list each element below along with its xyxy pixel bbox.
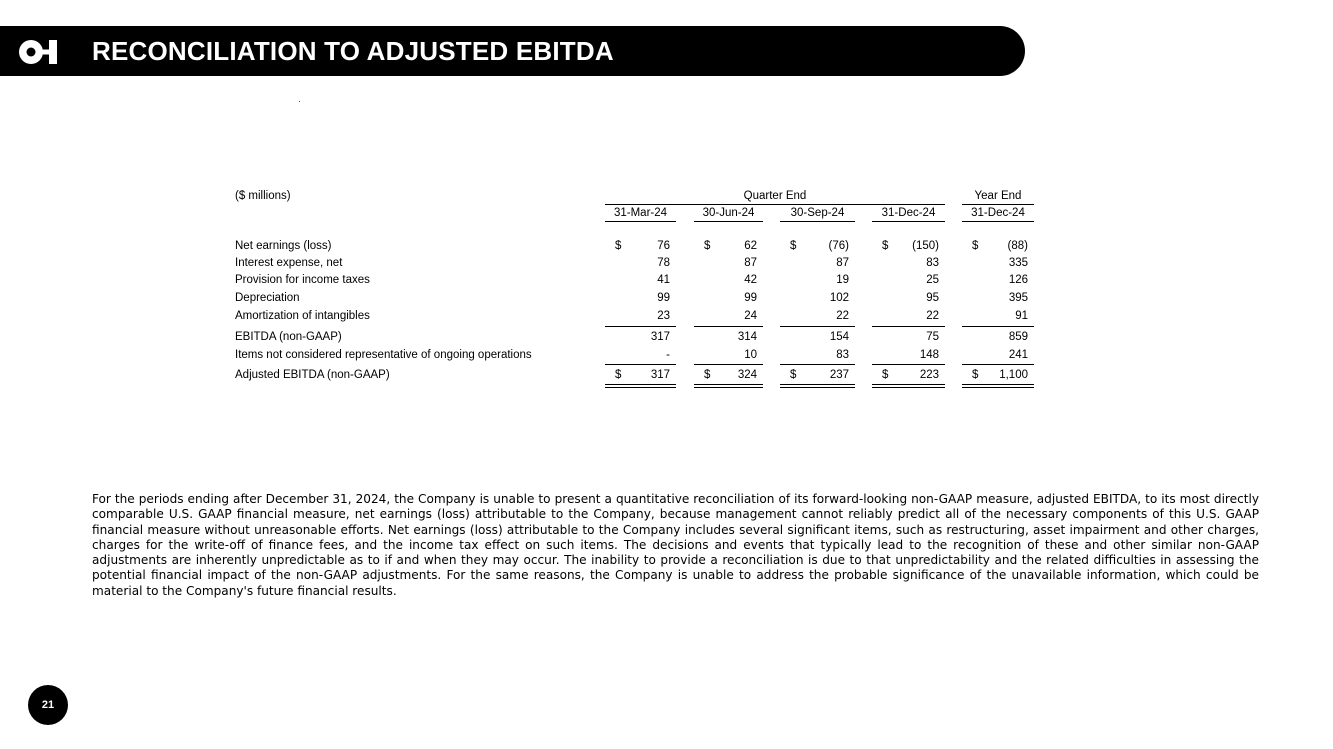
table-cell: 317 [650,369,670,381]
table-cell: 91 [1015,310,1028,322]
currency-symbol: $ [882,369,889,381]
currency-symbol: $ [615,369,622,381]
title-banner [0,26,1025,76]
currency-symbol: $ [972,369,979,381]
table-cell: 75 [926,331,939,343]
header-quarter-rule [605,204,945,205]
footnote-paragraph: For the periods ending after December 31, 2024, the Company is unable to present a quantitative reconciliation of its forward-looking non-GAAP measure, adjusted EBITDA, to its most directly comparable U.S. GAAP financial measure, net earnings (loss) attributable to the Company, because management cannot reliably predict all of the necessary components of this U.S. GAAP financial measure without unreasonable efforts. Net earnings (loss) attributable to the Company includes several significant items, such as restructuring, asset impairment and other charges, charges for the write-off of finance fees, and the income tax effect on such items. The decisions and events that typically lead to the recognition of these and other similar non-GAAP adjustments are inherently unpredictable as to if and when they may occur. The inability to provide a reconciliation is due to that unpredictability and the related difficulties in assessing the potential financial impact of the non-GAAP adjustments. For the same reasons, the Company is unable to address the probable significance of the unavailable information, which could be material to the Company's future financial results. [92,492,1259,598]
subtotal-rule [962,326,1034,327]
total-double-rule [694,384,763,388]
currency-symbol: $ [790,240,797,252]
table-cell: 317 [650,331,670,343]
page-number: 21 [41,699,55,711]
table-cell: 78 [657,257,670,269]
table-cell: 42 [744,274,757,286]
company-logo-icon [18,39,66,65]
table-cell: 395 [1008,292,1028,304]
currency-symbol: $ [972,240,979,252]
row-label: Amortization of intangibles [235,310,370,322]
table-cell: 83 [926,257,939,269]
row-label: EBITDA (non-GAAP) [235,331,342,343]
table-cell: 99 [657,292,670,304]
table-cell: 324 [737,369,757,381]
table-cell: (150) [912,240,939,252]
subtotal-rule [780,326,855,327]
table-cell: 126 [1008,274,1028,286]
table-cell: 148 [919,349,939,361]
table-cell: 859 [1008,331,1028,343]
table-cell: 99 [744,292,757,304]
row-label: Provision for income taxes [235,274,370,286]
currency-symbol: $ [882,240,889,252]
units-label: ($ millions) [235,190,291,202]
column-header-date: 31-Dec-24 [881,207,936,219]
row-label: Interest expense, net [235,257,343,269]
currency-symbol: $ [790,369,797,381]
table-cell: (88) [1007,240,1028,252]
table-cell: 154 [829,331,849,343]
table-cell: 19 [836,274,849,286]
table-cell: 83 [836,349,849,361]
total-double-rule [962,384,1034,388]
total-double-rule [872,384,945,388]
column-header-rule [872,221,945,222]
subtotal-rule [694,326,763,327]
subtotal-rule [962,364,1034,365]
column-header-rule [694,221,763,222]
column-header-date: 31-Dec-24 [971,207,1025,219]
page-number-badge [28,685,68,725]
page-title: RECONCILIATION TO ADJUSTED EBITDA [92,36,614,66]
table-cell: 314 [737,331,757,343]
table-cell: 22 [926,310,939,322]
column-header-date: 30-Sep-24 [790,207,845,219]
subtotal-rule [694,364,763,365]
table-cell: 22 [836,310,849,322]
table-cell: 76 [657,240,670,252]
column-header-rule [780,221,855,222]
column-header-date: 31-Mar-24 [613,207,668,219]
header-quarter-end: Quarter End [743,190,807,202]
table-cell: 24 [744,310,757,322]
subtotal-rule [605,364,676,365]
row-label: Depreciation [235,292,300,304]
table-cell: 223 [919,369,939,381]
header-year-rule [962,204,1034,205]
subtotal-rule [780,364,855,365]
currency-symbol: $ [704,369,711,381]
subtotal-rule [872,364,945,365]
row-label: Net earnings (loss) [235,240,332,252]
table-cell: 10 [744,349,757,361]
table-cell: 1,100 [999,369,1028,381]
table-cell: 41 [657,274,670,286]
stray-mark [299,101,300,102]
table-cell: 87 [744,257,757,269]
table-cell: 62 [744,240,757,252]
currency-symbol: $ [704,240,711,252]
table-cell: 335 [1008,257,1028,269]
total-double-rule [780,384,855,388]
table-cell: 25 [926,274,939,286]
table-cell: 237 [829,369,849,381]
table-cell: (76) [828,240,849,252]
column-header-rule [962,221,1034,222]
row-label: Items not considered representative of ongoing operations [235,349,532,361]
table-cell: 23 [657,310,670,322]
subtotal-rule [872,326,945,327]
table-cell: 241 [1008,349,1028,361]
table-cell: 87 [836,257,849,269]
subtotal-rule [605,326,676,327]
column-header-date: 30-Jun-24 [702,207,755,219]
currency-symbol: $ [615,240,622,252]
table-cell: - [666,349,670,361]
table-cell: 95 [926,292,939,304]
column-header-rule [605,221,676,222]
table-cell: 102 [829,292,849,304]
header-year-end: Year End [974,190,1022,202]
total-double-rule [605,384,676,388]
row-label: Adjusted EBITDA (non-GAAP) [235,369,390,381]
